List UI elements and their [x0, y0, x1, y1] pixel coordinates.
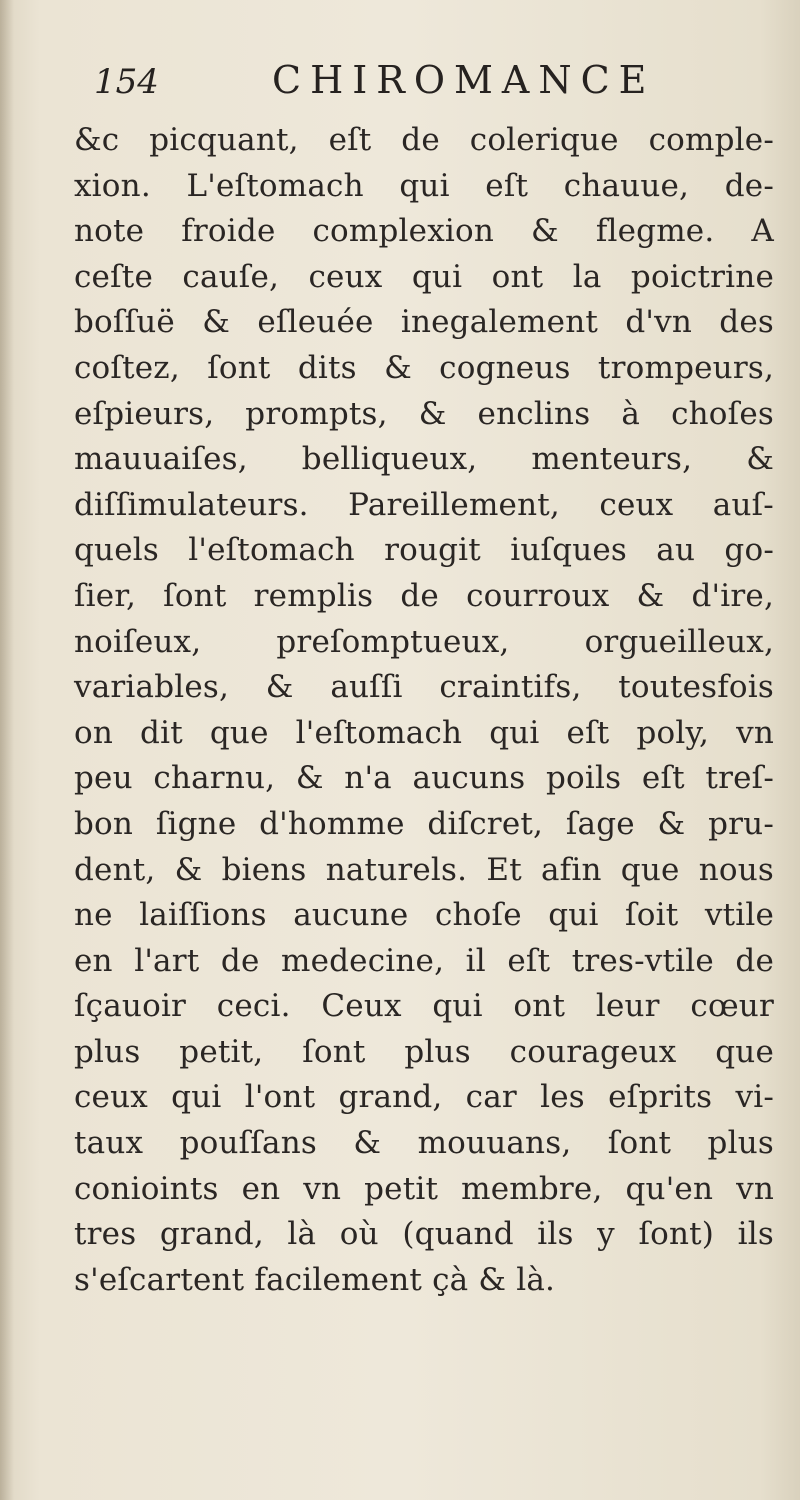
- text-line-1: &c picquant, eſt de colerique comple-: [74, 122, 774, 158]
- text-line-20: ſçauoir ceci. Ceux qui ont leur cœur: [74, 988, 774, 1025]
- body-text: [74, 118, 774, 1303]
- text-line-13: variables, & auſſi craintifs, toutesfois: [74, 669, 774, 706]
- text-line-3: note froide complexion & flegme. A: [74, 213, 774, 250]
- text-line-25: tres grand, là où (quand ils y ſont) ils: [74, 1216, 774, 1253]
- text-line-12: noiſeux, preſomptueux, orgueilleux,: [74, 623, 774, 660]
- running-head: [76, 52, 716, 112]
- text-line-26: s'eſcartent facilement çà & là.: [74, 1261, 556, 1298]
- running-title: CHIROMANCE: [272, 58, 656, 102]
- page-number: 154: [94, 62, 159, 102]
- text-line-8: mauuaiſes, belliqueux, menteurs, &: [74, 441, 774, 478]
- text-line-16: bon ſigne d'homme diſcret, ſage & pru-: [74, 805, 774, 842]
- text-line-15: peu charnu, & n'a aucuns poils eſt treſ-: [74, 760, 774, 797]
- text-line-7: eſpieurs, prompts, & enclins à choſes: [74, 395, 774, 432]
- text-line-11: ſier, ſont remplis de courroux & d'ire,: [74, 577, 774, 614]
- text-line-19: en l'art de medecine, il eſt tres-vtile de: [74, 942, 774, 979]
- text-line-2: xion. L'eſtomach qui eſt chauue, de-: [74, 167, 774, 204]
- text-line-14: on dit que l'eſtomach qui eſt poly, vn: [74, 714, 774, 751]
- text-line-21: plus petit, ſont plus courageux que: [74, 1033, 774, 1070]
- text-line-18: ne laiſſions aucune choſe qui ſoit vtile: [74, 897, 774, 934]
- text-line-24: conioints en vn petit membre, qu'en vn: [74, 1170, 774, 1207]
- page-gutter-shadow: [0, 0, 14, 1500]
- text-line-9: diſſimulateurs. Pareillement, ceux auſ-: [74, 486, 774, 523]
- text-line-22: ceux qui l'ont grand, car les eſprits vi-: [74, 1079, 774, 1116]
- text-line-23: taux pouſſans & mouuans, ſont plus: [74, 1125, 774, 1162]
- text-line-5: boſſuë & eſleuée inegalement d'vn des: [74, 304, 774, 341]
- text-line-10: quels l'eſtomach rougit iuſques au go-: [74, 532, 774, 569]
- text-line-17: dent, & biens naturels. Et afin que nous: [74, 851, 774, 888]
- text-line-4: ceſte cauſe, ceux qui ont la poictrine: [74, 258, 774, 295]
- text-line-6: coſtez, ſont dits & cogneus trompeurs,: [74, 349, 774, 386]
